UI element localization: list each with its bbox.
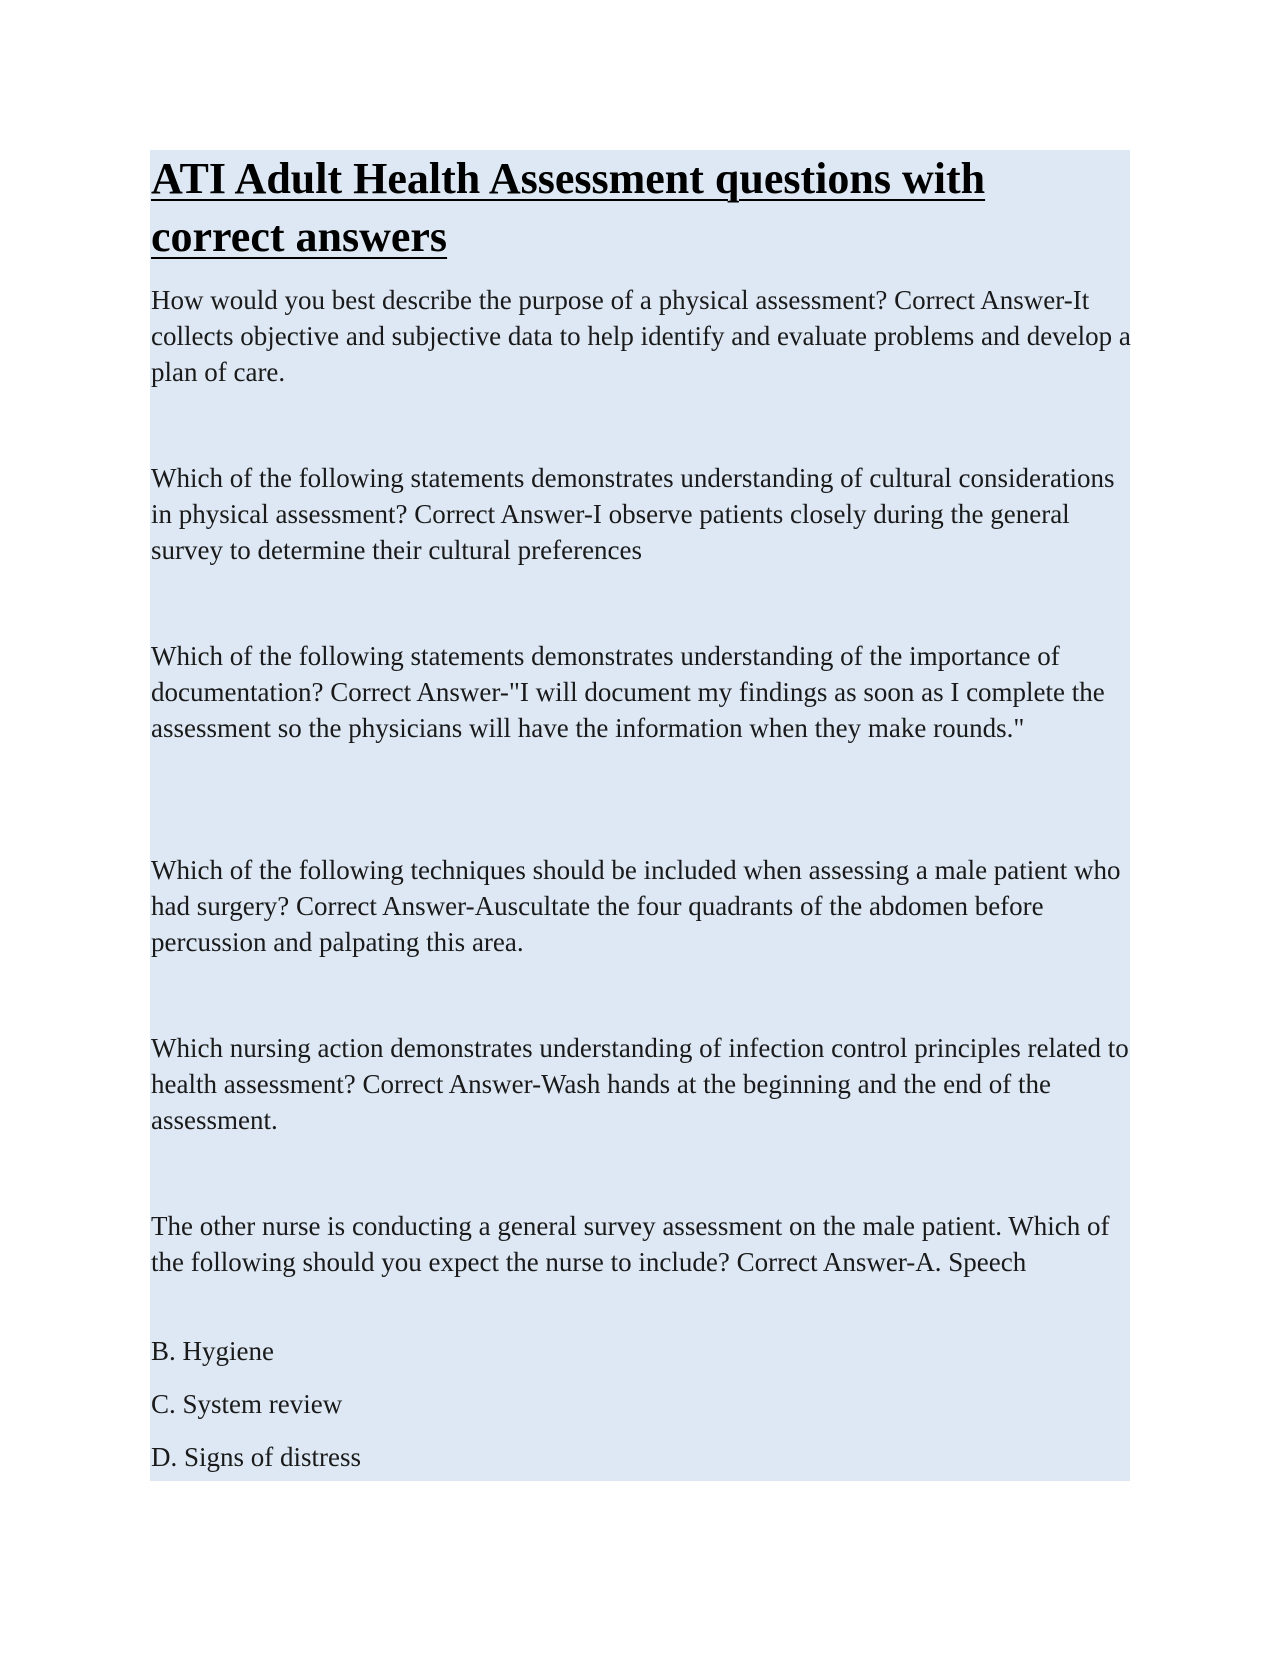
qa-item-5: Which nursing action demonstrates understanding of infection control principles related to health assessment? Correct Answer-Wash hands at the beginning and the end of the assessment. [151, 1033, 1129, 1135]
qa-item-1: How would you best describe the purpose of a physical assessment? Correct Answer-It collects objective and subjective data to help identify and evaluate problems and develop a plan of care. [151, 285, 1131, 387]
qa-item-2: Which of the following statements demonstrates understanding of cultural considerations in physical assessment? Correct Answer-I observe patients closely during the general survey to determine their cultural preferences [151, 463, 1115, 565]
answer-option-b: B. Hygiene [151, 1336, 274, 1366]
qa-item-3: Which of the following statements demonstrates understanding of the importance of documentation? Correct Answer-"I will document my findings as soon as I complete the assessment so the physicians will have the information when they make rounds." [151, 641, 1105, 743]
qa-item-4: Which of the following techniques should be included when assessing a male patient who had surgery? Correct Answer-Auscultate the four quadrants of the abdomen before percussion and palpating this area. [151, 855, 1121, 957]
document-title: ATI Adult Health Assessment questions with correct answers [151, 154, 986, 261]
answer-option-d: D. Signs of distress [151, 1442, 362, 1472]
answer-option-c: C. System review [151, 1389, 343, 1419]
qa-item-6: The other nurse is conducting a general survey assessment on the male patient. Which of the following should you expect the nurse to include? Correct Answer-A. Speech [151, 1211, 1110, 1277]
